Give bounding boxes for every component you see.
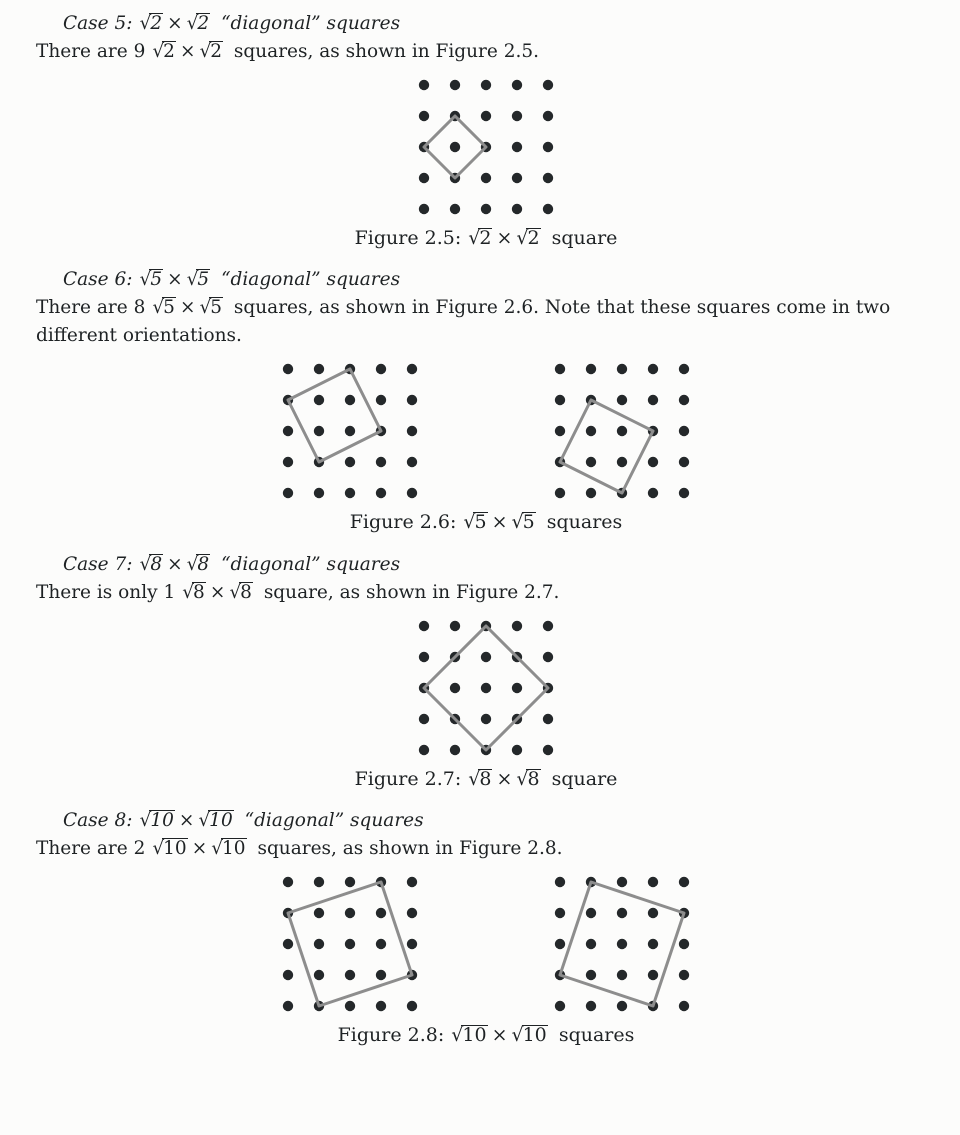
caption-label: Figure 2.8: <box>337 1024 445 1047</box>
radicand: 5 <box>163 297 175 319</box>
grid-dot <box>586 908 596 918</box>
grid-dot <box>481 80 491 90</box>
sqrt-term <box>198 810 233 831</box>
sqrt-sign: √ <box>468 767 480 790</box>
grid-dot <box>679 457 689 467</box>
grid-dot <box>512 204 522 214</box>
grid-dot <box>481 173 491 183</box>
grid-dot <box>586 488 596 498</box>
case-8-heading-suffix: “diagonal” squares <box>244 810 424 832</box>
section-case-7 <box>36 551 936 793</box>
grid-dot <box>543 204 553 214</box>
grid-dot <box>543 744 553 754</box>
times-sign: × <box>496 226 513 249</box>
grid-dot <box>555 426 565 436</box>
case-6-label: Case 6: <box>63 269 133 291</box>
diagonal-square-outline <box>288 369 381 462</box>
radicand: 5 <box>210 297 223 319</box>
grid-dot <box>481 682 491 692</box>
times-sign: × <box>178 810 195 832</box>
radicand: 10 <box>163 837 187 859</box>
grid-dot <box>419 111 429 121</box>
grid-dot <box>543 651 553 661</box>
sqrt-term <box>468 227 492 249</box>
grid-dot <box>283 877 293 887</box>
grid-dot <box>407 908 417 918</box>
grid-dot <box>419 651 429 661</box>
grid-dot <box>543 80 553 90</box>
sqrt-sign: √ <box>152 40 164 62</box>
grid-dot <box>617 877 627 887</box>
sqrt-sign: √ <box>199 297 211 319</box>
radicand: 2 <box>527 226 540 249</box>
grid-dot <box>345 426 355 436</box>
sqrt-term <box>187 269 211 290</box>
caption-label: Figure 2.7: <box>354 767 462 790</box>
grid-dot <box>345 970 355 980</box>
grid-dot <box>345 1001 355 1011</box>
radicand: 8 <box>193 581 205 603</box>
sqrt-sign: √ <box>182 581 194 603</box>
section-case-6 <box>36 266 936 536</box>
grid-dot <box>586 426 596 436</box>
grid-dot <box>376 457 386 467</box>
grid-dot <box>648 395 658 405</box>
body-pre: There is only 1 <box>36 581 176 603</box>
sqrt-sign: √ <box>468 226 480 249</box>
grid-dot <box>376 970 386 980</box>
grid-dot <box>283 488 293 498</box>
case-8-label: Case 8: <box>63 810 133 832</box>
grid-dot <box>345 877 355 887</box>
radicand: 10 <box>209 810 233 832</box>
sqrt-sign: √ <box>199 40 211 62</box>
times-sign: × <box>209 581 226 603</box>
grid-dot <box>376 488 386 498</box>
sqrt-sign: √ <box>139 810 151 832</box>
sqrt-term <box>140 810 175 831</box>
grid-dot <box>314 970 324 980</box>
grid-dot <box>617 908 627 918</box>
radicand: 5 <box>197 269 210 291</box>
dot-grid <box>547 869 697 1019</box>
figure-2-7 <box>36 613 936 763</box>
case-6-heading <box>63 266 936 294</box>
grid-dot <box>481 713 491 723</box>
grid-dot <box>419 620 429 630</box>
sqrt-term <box>516 227 540 249</box>
sqrt-term <box>511 511 535 533</box>
caption-suffix: squares <box>546 511 623 534</box>
sqrt-term <box>187 554 211 575</box>
grid-dot <box>617 395 627 405</box>
grid-dot <box>617 939 627 949</box>
grid-dot <box>314 395 324 405</box>
grid-dot <box>512 620 522 630</box>
sqrt-sign: √ <box>152 837 164 859</box>
grid-dot <box>450 142 460 152</box>
grid-dot <box>555 1001 565 1011</box>
grid-dot <box>586 939 596 949</box>
grid-dot <box>586 1001 596 1011</box>
sqrt-expression <box>140 269 211 290</box>
case-7-heading <box>63 551 936 579</box>
caption-label: Figure 2.5: <box>354 226 462 249</box>
times-sign: × <box>491 1024 508 1047</box>
sqrt-sign: √ <box>139 13 151 34</box>
caption-suffix: square <box>551 226 618 249</box>
grid-dot <box>345 457 355 467</box>
dot-grid <box>275 356 425 506</box>
grid-dot <box>450 682 460 692</box>
grid-dot <box>407 395 417 405</box>
body-post: squares, as shown in Figure 2.8. <box>257 837 563 859</box>
grid-dot <box>283 970 293 980</box>
grid-dot <box>648 457 658 467</box>
grid-dot <box>419 744 429 754</box>
grid-dot <box>679 395 689 405</box>
case-5-label: Case 5: <box>63 13 133 34</box>
grid-dot <box>586 364 596 374</box>
body-post: squares, as shown in Figure 2.6. Note that these squares come in two different orientations. <box>36 297 891 347</box>
grid-dot <box>407 364 417 374</box>
grid-dot <box>555 908 565 918</box>
grid-dot <box>345 908 355 918</box>
sqrt-term <box>152 297 176 318</box>
sqrt-term <box>199 41 223 62</box>
grid-dot <box>648 488 658 498</box>
sqrt-term <box>152 838 187 859</box>
grid-dot <box>481 651 491 661</box>
radicand: 2 <box>197 13 210 34</box>
sqrt-expression <box>182 582 253 603</box>
times-sign: × <box>496 767 513 790</box>
grid-dot <box>481 111 491 121</box>
caption-suffix: squares <box>558 1024 635 1047</box>
grid-dot <box>376 1001 386 1011</box>
grid-dot <box>376 364 386 374</box>
radicand: 10 <box>150 810 174 832</box>
grid-dot <box>543 142 553 152</box>
sqrt-term <box>187 13 211 34</box>
sqrt-expression <box>468 227 540 249</box>
body-post: square, as shown in Figure 2.7. <box>263 581 560 603</box>
case-7-label: Case 7: <box>63 553 133 575</box>
grid-dot <box>376 395 386 405</box>
grid-dot <box>543 620 553 630</box>
diagonal-square-outline <box>560 400 653 493</box>
sqrt-sign: √ <box>451 1024 463 1047</box>
radicand: 10 <box>462 1024 487 1047</box>
grid-dot <box>314 939 324 949</box>
sqrt-term <box>199 297 223 318</box>
sqrt-term <box>468 768 492 790</box>
grid-dot <box>648 939 658 949</box>
sqrt-expression <box>152 41 223 62</box>
grid-dot <box>648 970 658 980</box>
sqrt-sign: √ <box>186 553 198 575</box>
grid-dot <box>481 204 491 214</box>
radicand: 8 <box>150 553 163 575</box>
grid-dot <box>283 426 293 436</box>
grid-dot <box>679 970 689 980</box>
body-pre: There are 8 <box>36 297 146 319</box>
grid-dot <box>450 620 460 630</box>
sqrt-sign: √ <box>516 226 528 249</box>
body-pre: There are 2 <box>36 837 146 859</box>
sqrt-sign: √ <box>186 269 198 291</box>
sqrt-term <box>182 582 206 603</box>
sqrt-sign: √ <box>139 269 151 291</box>
section-case-5 <box>36 10 936 252</box>
grid-dot <box>617 364 627 374</box>
sqrt-sign: √ <box>186 13 198 34</box>
grid-dot <box>314 908 324 918</box>
figure-2-7-caption <box>36 765 936 794</box>
grid-dot <box>419 713 429 723</box>
sqrt-term <box>211 838 246 859</box>
case-7-heading-suffix: “diagonal” squares <box>221 553 401 575</box>
grid-dot <box>419 173 429 183</box>
times-sign: × <box>191 837 208 859</box>
grid-dot <box>648 364 658 374</box>
sqrt-term <box>140 13 164 34</box>
radicand: 10 <box>222 837 246 859</box>
sqrt-term <box>463 511 487 533</box>
body-post: squares, as shown in Figure 2.5. <box>233 40 540 62</box>
caption-label: Figure 2.6: <box>349 511 457 534</box>
grid-dot <box>407 1001 417 1011</box>
grid-dot <box>314 364 324 374</box>
times-sign: × <box>167 269 183 291</box>
sqrt-sign: √ <box>511 1024 523 1047</box>
sqrt-expression <box>140 13 211 34</box>
grid-dot <box>512 682 522 692</box>
sqrt-expression <box>451 1024 548 1046</box>
sqrt-term <box>451 1024 487 1046</box>
grid-dot <box>450 744 460 754</box>
grid-dot <box>617 1001 627 1011</box>
grid-dot <box>345 488 355 498</box>
grid-dot <box>679 364 689 374</box>
grid-dot <box>419 80 429 90</box>
grid-dot <box>407 457 417 467</box>
figure-2-5 <box>36 72 936 222</box>
grid-dot <box>512 173 522 183</box>
figure-2-8 <box>36 869 936 1019</box>
grid-dot <box>648 877 658 887</box>
case-8-heading <box>63 807 936 835</box>
sqrt-term <box>140 554 164 575</box>
grid-dot <box>407 426 417 436</box>
caption-suffix: square <box>551 767 618 790</box>
case-5-body <box>36 38 936 66</box>
figure-2-6 <box>36 356 936 506</box>
grid-dot <box>555 488 565 498</box>
grid-dot <box>407 939 417 949</box>
grid-dot <box>586 457 596 467</box>
radicand: 8 <box>240 581 252 603</box>
radicand: 2 <box>210 40 223 62</box>
case-7-body <box>36 579 936 607</box>
sqrt-sign: √ <box>511 511 523 534</box>
grid-dot <box>512 744 522 754</box>
sqrt-term <box>511 1024 547 1046</box>
sqrt-sign: √ <box>198 810 210 832</box>
sqrt-sign: √ <box>139 553 151 575</box>
grid-dot <box>617 970 627 980</box>
dot-grid <box>411 72 561 222</box>
sqrt-term <box>140 269 164 290</box>
times-sign: × <box>179 40 196 62</box>
sqrt-sign: √ <box>152 297 164 319</box>
grid-dot <box>679 426 689 436</box>
case-6-heading-suffix: “diagonal” squares <box>221 269 401 291</box>
case-6-body <box>36 294 936 350</box>
grid-dot <box>586 970 596 980</box>
sqrt-expression <box>140 554 211 575</box>
times-sign: × <box>167 553 183 575</box>
radicand: 2 <box>479 226 492 249</box>
grid-dot <box>450 80 460 90</box>
grid-dot <box>555 939 565 949</box>
grid-dot <box>679 939 689 949</box>
grid-dot <box>617 457 627 467</box>
section-case-8 <box>36 807 936 1049</box>
grid-dot <box>679 488 689 498</box>
sqrt-expression <box>152 297 223 318</box>
sqrt-sign: √ <box>211 837 223 859</box>
case-5-heading <box>63 10 936 38</box>
grid-dot <box>543 713 553 723</box>
grid-dot <box>283 364 293 374</box>
grid-dot <box>679 1001 689 1011</box>
grid-dot <box>376 908 386 918</box>
sqrt-expression <box>468 768 540 790</box>
dot-grid <box>547 356 697 506</box>
grid-dot <box>512 142 522 152</box>
grid-dot <box>617 426 627 436</box>
sqrt-sign: √ <box>229 581 241 603</box>
grid-dot <box>555 395 565 405</box>
radicand: 5 <box>474 511 487 534</box>
grid-dot <box>314 488 324 498</box>
grid-dot <box>543 111 553 121</box>
dot-grid <box>275 869 425 1019</box>
grid-dot <box>543 173 553 183</box>
grid-dot <box>679 877 689 887</box>
radicand: 8 <box>197 553 210 575</box>
sqrt-term <box>152 41 176 62</box>
sqrt-expression <box>152 838 246 859</box>
grid-dot <box>314 877 324 887</box>
times-sign: × <box>491 511 508 534</box>
radicand: 8 <box>479 767 492 790</box>
grid-dot <box>314 426 324 436</box>
grid-dot <box>345 939 355 949</box>
grid-dot <box>512 111 522 121</box>
grid-dot <box>512 80 522 90</box>
grid-dot <box>283 1001 293 1011</box>
sqrt-expression <box>140 810 234 831</box>
radicand: 8 <box>527 767 540 790</box>
case-8-body <box>36 835 936 863</box>
sqrt-expression <box>463 511 535 533</box>
radicand: 5 <box>150 269 163 291</box>
sqrt-sign: √ <box>516 767 528 790</box>
grid-dot <box>407 488 417 498</box>
figure-2-6-caption <box>36 508 936 537</box>
body-pre: There are 9 <box>36 40 146 62</box>
radicand: 2 <box>150 13 163 34</box>
radicand: 2 <box>163 40 175 62</box>
grid-dot <box>555 877 565 887</box>
radicand: 10 <box>522 1024 547 1047</box>
grid-dot <box>345 395 355 405</box>
grid-dot <box>419 204 429 214</box>
case-5-heading-suffix: “diagonal” squares <box>221 13 401 34</box>
grid-dot <box>376 939 386 949</box>
dot-grid <box>411 613 561 763</box>
figure-2-8-caption <box>36 1021 936 1050</box>
times-sign: × <box>179 297 196 319</box>
sqrt-term <box>516 768 540 790</box>
times-sign: × <box>167 13 183 34</box>
sqrt-term <box>229 582 253 603</box>
figure-2-5-caption <box>36 224 936 253</box>
grid-dot <box>407 877 417 887</box>
grid-dot <box>555 364 565 374</box>
grid-dot <box>283 939 293 949</box>
grid-dot <box>648 908 658 918</box>
grid-dot <box>450 204 460 214</box>
sqrt-sign: √ <box>463 511 475 534</box>
radicand: 5 <box>522 511 535 534</box>
grid-dot <box>283 457 293 467</box>
